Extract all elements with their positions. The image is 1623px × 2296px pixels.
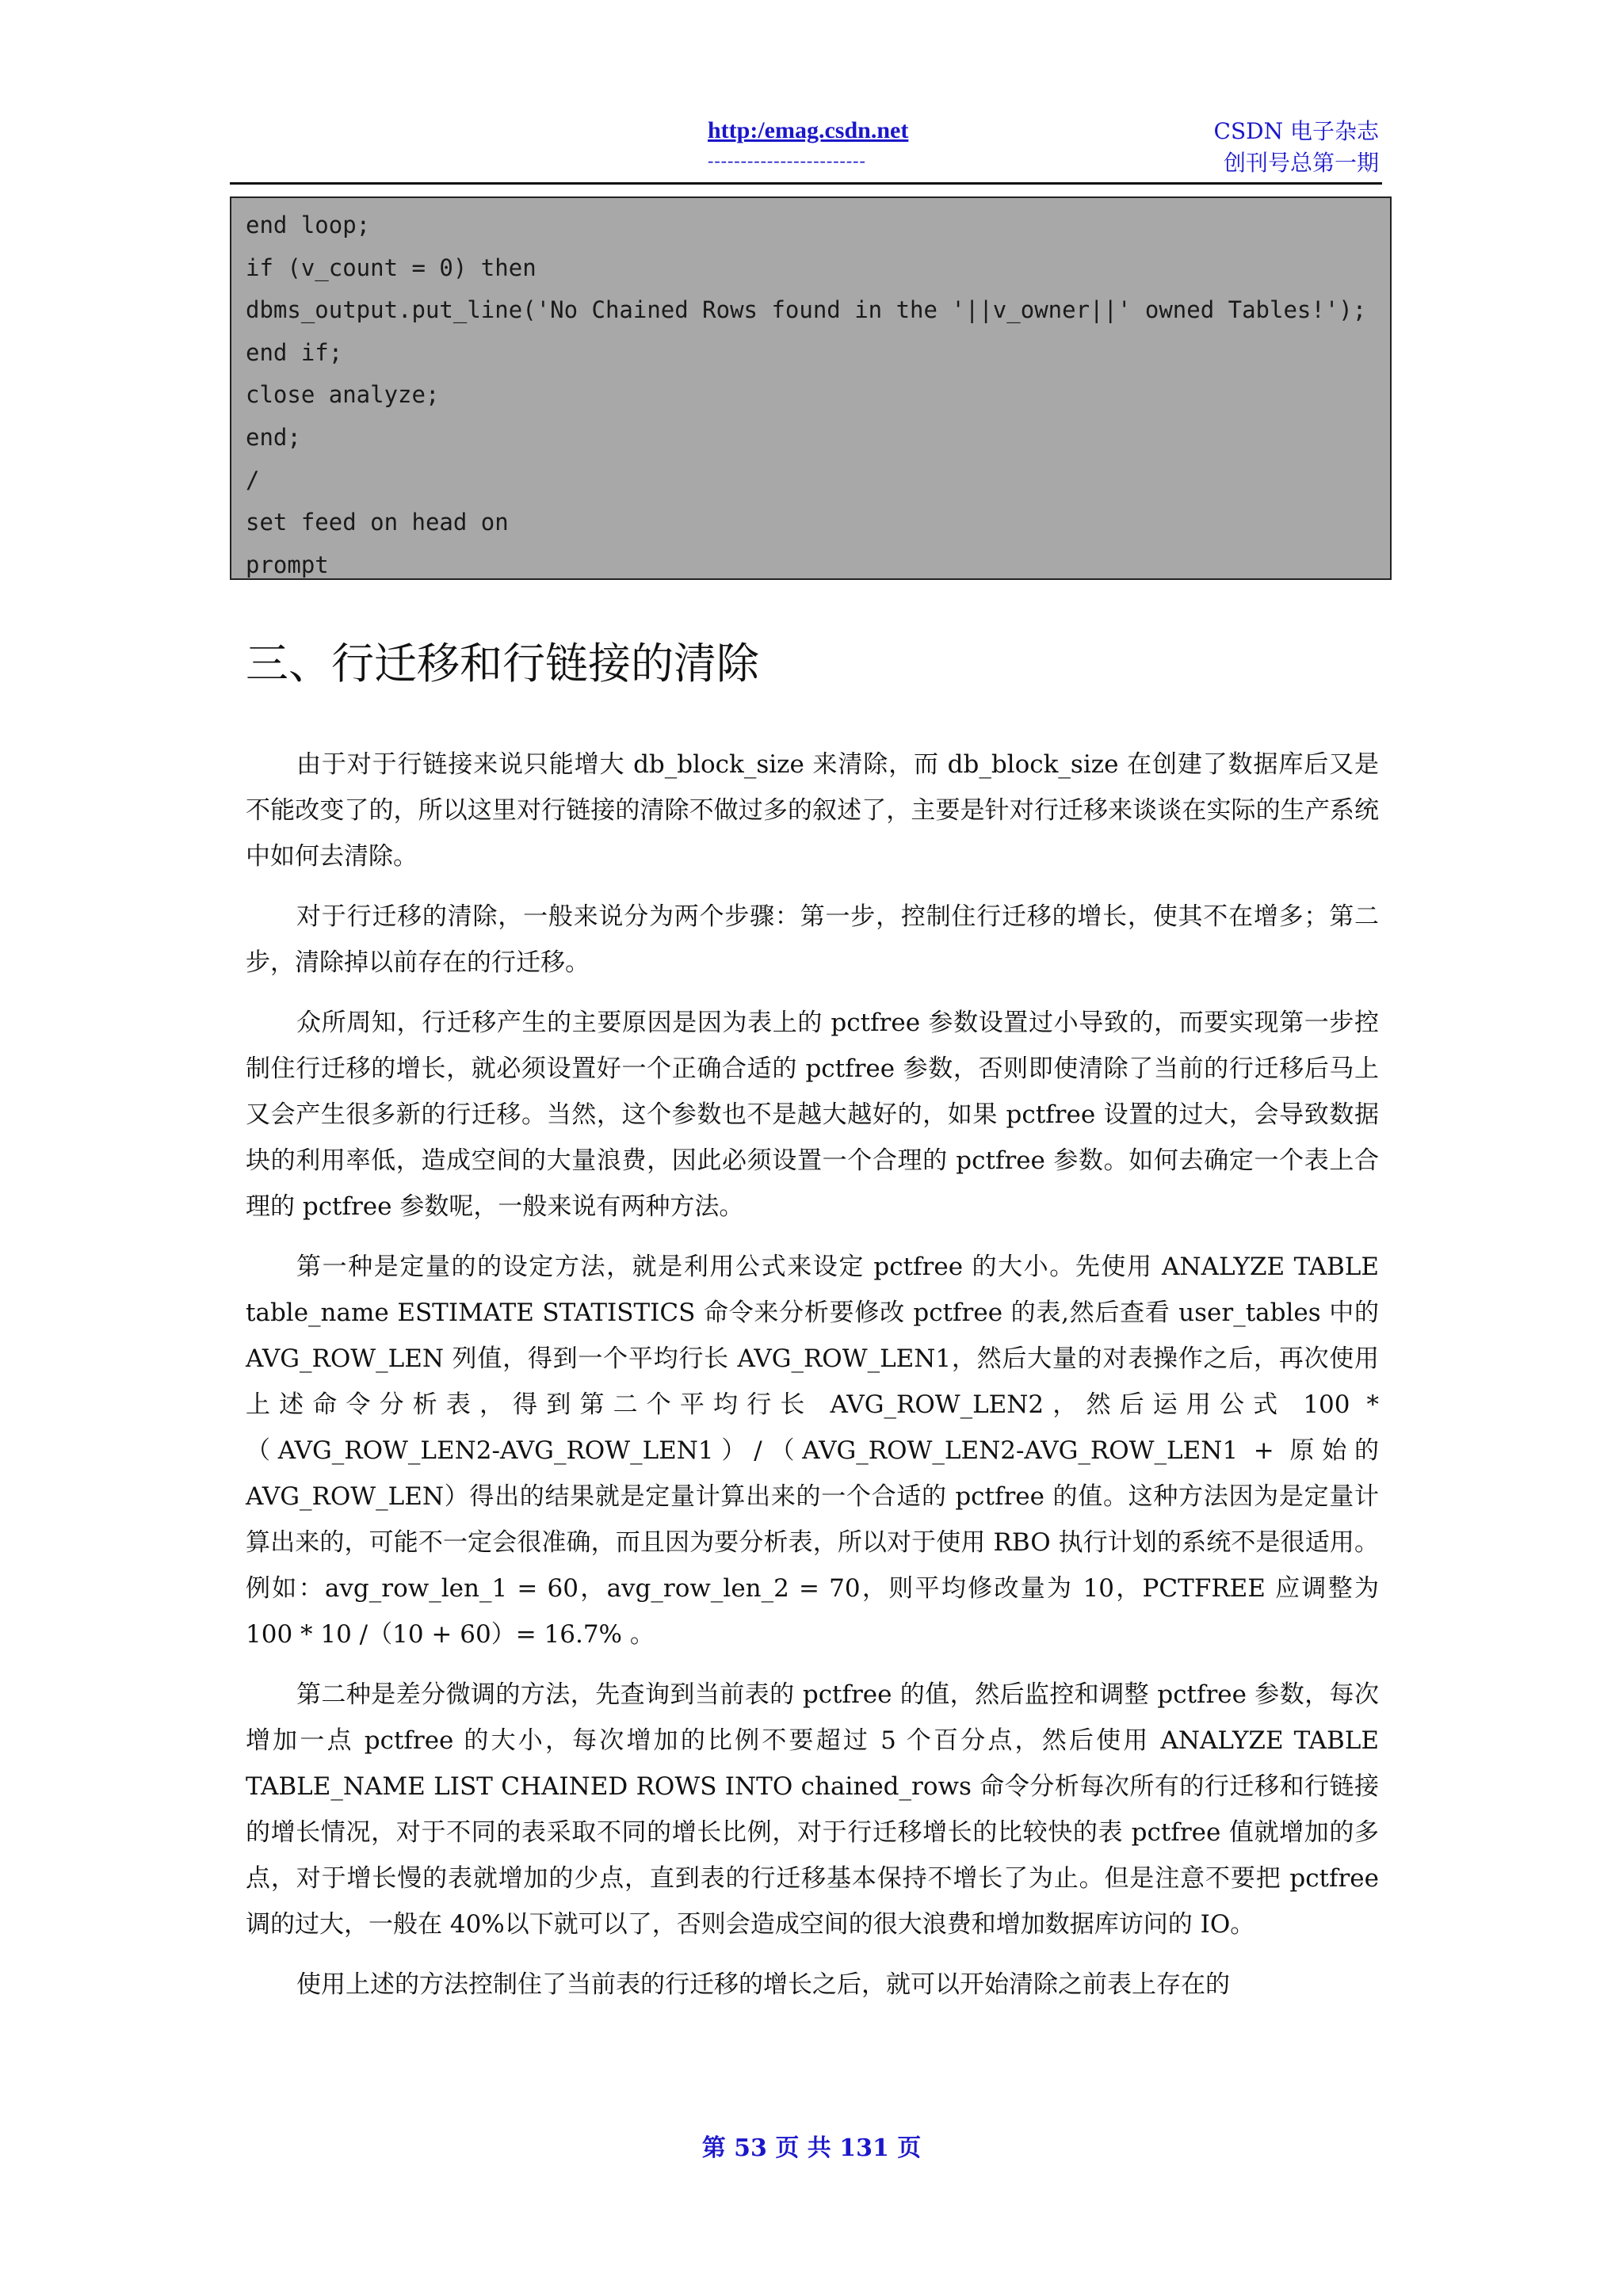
header-dashes: ------------------------ <box>708 151 866 170</box>
body-text <box>246 742 1379 2022</box>
code-block <box>230 196 1392 580</box>
paragraph: 对于行迁移的清除，一般来说分为两个步骤：第一步，控制住行迁移的增长，使其不在增多；第二步，清除掉以前存在的行迁移。 <box>246 902 1379 977</box>
code-line: end; <box>246 423 301 451</box>
paragraph: 众所周知，行迁移产生的主要原因是因为表上的 pctfree 参数设置过小导致的，而要实现第一步控制住行迁移的增长，就必须设置好一个正确合适的 pctfree 参数，否则即使清除了当前的行迁移后马上又会产生很多新的行迁移。当然，这个参数也不是越大越好的，如果 pctfree 设置的过大，会导致数据块的利用率低，造成空间的大量浪费，因此必须设置一个合理的 pctfree 参数。如何去确定一个表上合理的 pctfree 参数呢，一般来说有两种方法。 <box>246 1009 1379 1221</box>
paragraph: 由于对于行链接来说只能增大 db_block_size 来清除，而 db_block_size 在创建了数据库后又是不能改变了的，所以这里对行链接的清除不做过多的叙述了，主要是针对行迁移来谈谈在实际的生产系统中如何去清除。 <box>246 750 1379 871</box>
code-line: end loop; <box>246 212 371 238</box>
code-line: dbms_output.put_line('No Chained Rows found in the '||v_owner||' owned Tables!'); <box>246 296 1367 324</box>
section-heading: 三、行迁移和行链接的清除 <box>246 639 759 688</box>
paragraph: 第二种是差分微调的方法，先查询到当前表的 pctfree 的值，然后监控和调整 pctfree 参数，每次增加一点 pctfree 的大小，每次增加的比例不要超过 5 个百分点，然后使用 ANALYZE TABLE TABLE_NAME LIST CHAINED ROWS INTO chained_rows 命令分析每次所有的行迁移和行链接的增长情况，对于不同的表采取不同的增长比例，对于行迁移增长的比较快的表 pctfree 值就增加的多点，对于增长慢的表就增加的少点，直到表的行迁移基本保持不增长了为止。但是注意不要把 pctfree 调的过大，一般在 40%以下就可以了，否则会造成空间的很大浪费和增加数据库访问的 IO。 <box>246 1680 1379 1939</box>
code-line: close analyze; <box>246 381 440 409</box>
issue-label: 创刊号总第一期 <box>1223 150 1379 176</box>
header-magazine-info <box>1214 116 1379 179</box>
page-number-footer: 第 53 页 共 131 页 <box>701 2134 922 2162</box>
magazine-name: CSDN 电子杂志 <box>1213 118 1379 144</box>
code-line: / <box>246 466 260 494</box>
code-line: if (v_count = 0) then <box>246 254 537 281</box>
paragraph: 第一种是定量的的设定方法，就是利用公式来设定 pctfree 的大小。先使用 ANALYZE TABLE table_name ESTIMATE STATISTICS 命令来分析要修改 pctfree 的表,然后查看 user_tables 中的 AVG_ROW_LEN 列值，得到一个平均行长 AVG_ROW_LEN1，然后大量的对表操作之后，再次使用上述命令分析表，得到第二个平均行长 AVG_ROW_LEN2，然后运用公式 100 * （AVG_ROW_LEN2-AVG_ROW_LEN1）/（AVG_ROW_LEN2-AVG_ROW_LEN1 + 原始的 AVG_ROW_LEN）得出的结果就是定量计算出来的一个合适的 pctfree 的值。这种方法因为是定量计算出来的，可能不一定会很准确，而且因为要分析表，所以对于使用 RBO 执行计划的系统不是很适用。例如：avg_row_len_1 = 60，avg_row_len_2 = 70，则平均修改量为 10，PCTFREE 应调整为 100 * 10 /（10 + 60）= 16.7% 。 <box>246 1253 1379 1649</box>
code-line: prompt <box>246 551 329 578</box>
header-link[interactable]: http:/emag.csdn.net <box>708 117 909 143</box>
header-rule <box>230 182 1382 185</box>
code-line: set feed on head on <box>246 509 509 536</box>
code-line: end if; <box>246 338 343 366</box>
paragraph: 使用上述的方法控制住了当前表的行迁移的增长之后，就可以开始清除之前表上存在的 <box>296 1970 1230 1999</box>
